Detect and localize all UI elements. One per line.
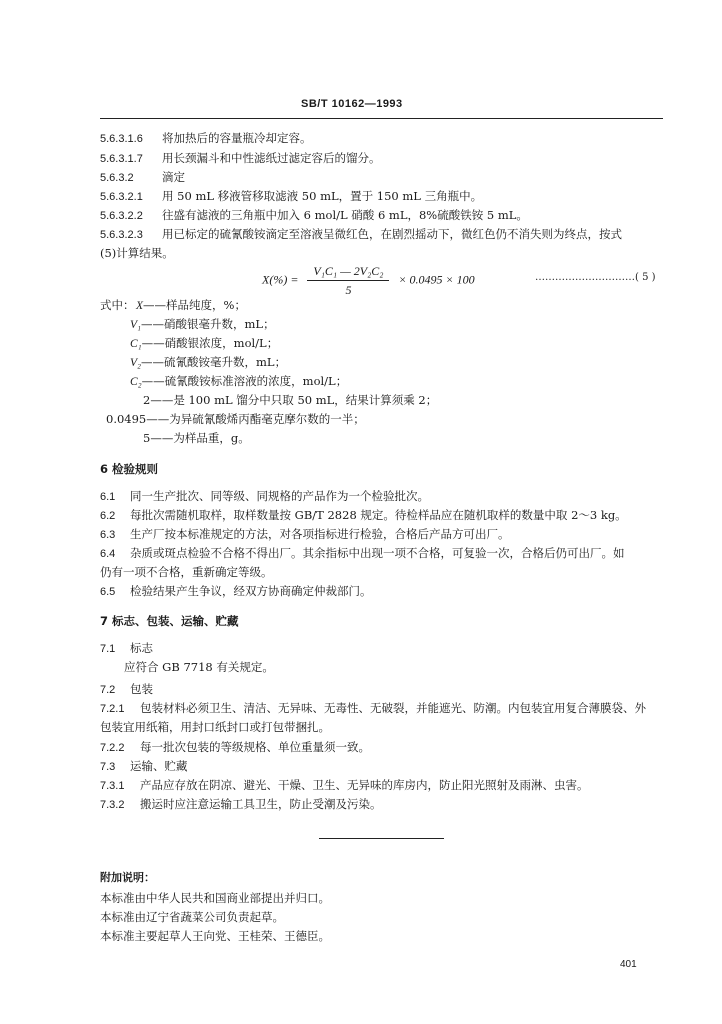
- clause-6-5: [100, 584, 372, 599]
- header-standard-number: SB/T 10162—1993: [301, 98, 403, 110]
- section-6-heading: 6 检验规则: [100, 462, 159, 476]
- clause-7-2: [100, 682, 153, 697]
- end-rule: [319, 838, 444, 839]
- clause-text: 每批次需随机取样，取样数量按 GB/T 2828 规定。待检样品应在随机取样的数量中取 2～3 kg。: [130, 508, 627, 522]
- formula-denominator: 5: [345, 283, 352, 297]
- clause-6-4-continued: 仍有一项不合格，重新确定等级。: [100, 565, 273, 579]
- where-row: [106, 412, 365, 426]
- clause-number: 7.1: [100, 643, 116, 655]
- where-row: [130, 374, 347, 389]
- clause-number: 7.2.2: [100, 742, 125, 754]
- header-rule: [100, 118, 663, 119]
- clause-text: 每一批次包装的等级规格、单位重量须一致。: [140, 740, 370, 754]
- clause-text: 包装材料必须卫生、清洁、无异味、无毒性、无破裂，并能遮光、防潮。内包装宜用复合薄膜袋、外: [140, 701, 646, 715]
- clause-text: 用长颈漏斗和中性滤纸过滤定容后的馏分。: [162, 151, 381, 165]
- formula-label: …………………………( 5 ): [535, 272, 656, 283]
- where-symbol: X: [136, 300, 144, 312]
- where-symbol: C₂: [130, 376, 142, 388]
- where-row: [130, 355, 286, 370]
- clause-number: 7.3.2: [100, 799, 125, 811]
- clause-5-6-3-1-6: [100, 131, 312, 146]
- clause-number: 7.3: [100, 761, 116, 773]
- clause-7-3: [100, 759, 188, 774]
- clause-text: 标志: [130, 641, 153, 655]
- where-symbol: V₁: [130, 319, 142, 331]
- clause-text: 检验结果产生争议，经双方协商确定仲裁部门。: [130, 584, 372, 598]
- clause-number: 6.4: [100, 548, 116, 560]
- where-description: ——为样品重，g。: [150, 431, 250, 445]
- where-description: ——硝酸银毫升数，mL；: [141, 317, 275, 331]
- where-description: ——硫氰酸铵标准溶液的浓度，mol/L；: [141, 374, 348, 388]
- appendix-title: 附加说明：: [100, 871, 155, 884]
- where-description: ——硫氰酸铵毫升数，mL；: [141, 355, 287, 369]
- clause-number: 5.6.3.2: [100, 172, 134, 184]
- clause-5-6-3-2: [100, 170, 185, 185]
- clause-text: 用 50 mL 移液管移取滤液 50 mL，置于 150 mL 三角瓶中。: [162, 189, 483, 203]
- clause-number: 7.2.1: [100, 703, 125, 715]
- appendix-line: 本标准主要起草人王向党、王桂荣、王德臣。: [100, 929, 330, 943]
- appendix-line: 本标准由中华人民共和国商业部提出并归口。: [100, 891, 330, 905]
- clause-6-4: [100, 546, 625, 561]
- clause-text: 包装: [130, 682, 153, 696]
- clause-text: 运输、贮藏: [130, 759, 188, 773]
- clause-text: 同一生产批次、同等级、同规格的产品作为一个检验批次。: [130, 489, 429, 503]
- clause-text: 将加热后的容量瓶冷却定容。: [162, 131, 312, 145]
- clause-number: 5.6.3.1.7: [100, 153, 143, 165]
- where-row: [130, 336, 278, 351]
- clause-number: 5.6.3.1.6: [100, 133, 143, 145]
- where-row: [136, 298, 246, 313]
- clause-7-2-2: [100, 740, 370, 755]
- where-symbol: 2: [143, 393, 151, 407]
- where-symbol: C₁: [130, 338, 142, 350]
- appendix-line: 本标准由辽宁省蔬菜公司负责起草。: [100, 910, 284, 924]
- clause-text: 用已标定的硫氰酸铵滴定至溶液呈微红色，在剧烈摇动下，微红色仍不消失则为终点，按式: [162, 227, 622, 241]
- clause-text: 往盛有滤液的三角瓶中加入 6 mol/L 硝酸 6 mL，8%硫酸铁铵 5 mL。: [162, 208, 528, 222]
- clause-number: 5.6.3.2.1: [100, 191, 143, 203]
- clause-5-6-3-2-2: [100, 208, 528, 223]
- clause-7-2-1: [100, 701, 646, 716]
- clause-number: 6.2: [100, 510, 116, 522]
- where-row: [143, 431, 250, 445]
- clause-number: 5.6.3.2.2: [100, 210, 143, 222]
- formula-rest: × 0.0495 × 100: [398, 272, 475, 287]
- where-description: ——样品纯度，%；: [143, 298, 246, 312]
- where-symbol: V₂: [130, 357, 142, 369]
- clause-number: 6.5: [100, 586, 116, 598]
- clause-number: 6.3: [100, 529, 116, 541]
- where-lead: 式中：: [100, 298, 135, 312]
- clause-7-1-body: 应符合 GB 7718 有关规定。: [124, 660, 274, 674]
- clause-text: 产品应存放在阴凉、避光、干燥、卫生、无异味的库房内，防止阳光照射及雨淋、虫害。: [140, 778, 589, 792]
- clause-5-6-3-1-7: [100, 151, 381, 166]
- clause-7-2-1-continued: 包装宜用纸箱，用封口纸封口或打包带捆扎。: [100, 720, 330, 734]
- clause-5-6-3-2-1: [100, 189, 482, 204]
- clause-text: 生产厂按本标准规定的方法，对各项指标进行检验，合格后产品方可出厂。: [130, 527, 510, 541]
- where-description: ——硝酸银浓度，mol/L；: [141, 336, 279, 350]
- page-number: 401: [620, 959, 637, 970]
- where-symbol: 5: [143, 431, 151, 445]
- clause-5-6-3-2-3-continued: (5)计算结果。: [100, 246, 174, 260]
- formula-fraction: [307, 263, 389, 298]
- clause-number: 7.3.1: [100, 780, 125, 792]
- clause-number: 7.2: [100, 684, 116, 696]
- clause-text: 滴定: [162, 170, 185, 184]
- clause-7-3-2: [100, 797, 382, 812]
- formula-5: [262, 263, 475, 298]
- clause-text: 杂质或斑点检验不合格不得出厂。其余指标中出现一项不合格，可复验一次，合格后仍可出厂。如: [130, 546, 625, 560]
- clause-5-6-3-2-3: [100, 227, 622, 242]
- clause-7-3-1: [100, 778, 589, 793]
- clause-text: 搬运时应注意运输工具卫生，防止受潮及污染。: [140, 797, 382, 811]
- clause-6-1: [100, 489, 429, 504]
- formula-lhs: X(%) =: [262, 272, 299, 287]
- clause-6-3: [100, 527, 510, 542]
- where-row: [130, 317, 275, 332]
- clause-number: 6.1: [100, 491, 116, 503]
- where-description: ——为异硫氰酸烯丙酯毫克摩尔数的一半；: [146, 412, 365, 426]
- where-description: ——是 100 mL 馏分中只取 50 mL，结果计算须乘 2；: [150, 393, 438, 407]
- formula-numerator: V₁C₁ — 2V₂C₂: [307, 263, 389, 281]
- section-7-heading: 7 标志、包装、运输、贮藏: [100, 614, 239, 628]
- clause-7-1: [100, 641, 153, 656]
- where-symbol: 0.0495: [106, 412, 147, 426]
- where-row: [143, 393, 437, 407]
- clause-6-2: [100, 508, 627, 523]
- clause-number: 5.6.3.2.3: [100, 229, 143, 241]
